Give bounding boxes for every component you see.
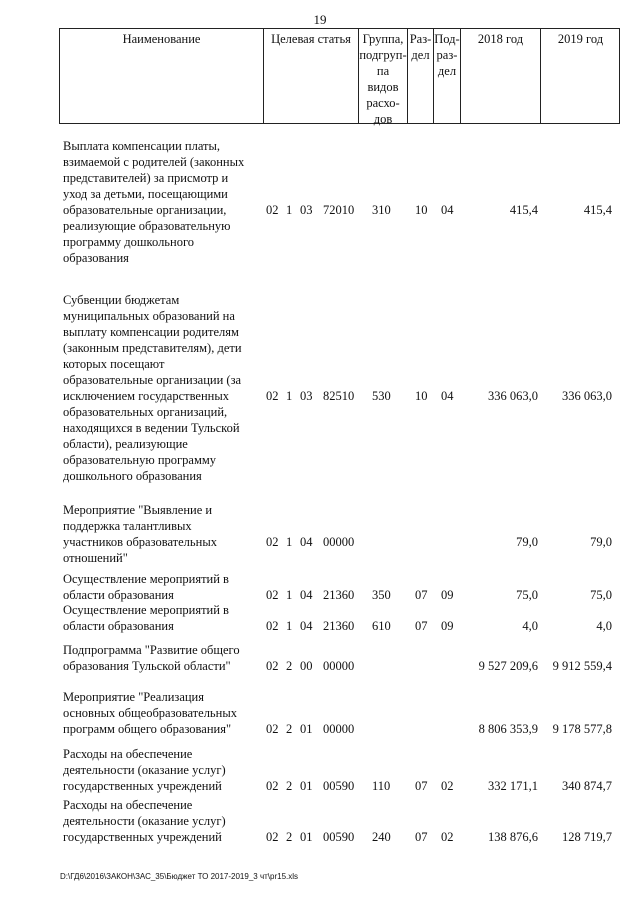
target-article-part1: 02: [266, 588, 279, 602]
row-name: Осуществление мероприятий в области образования: [63, 572, 229, 602]
amount-2018: 9 527 209,6: [478, 659, 538, 673]
subsection-code: 04: [441, 203, 454, 217]
header-2019: 2019 год: [540, 29, 620, 123]
section-code: 07: [415, 619, 428, 633]
target-article-part2: 2: [286, 830, 293, 844]
target-article-part3: 04: [300, 588, 313, 602]
page-number: 19: [313, 12, 327, 27]
expense-group: 310: [372, 203, 391, 217]
row-name: Осуществление мероприятий в области образования: [63, 603, 229, 633]
amount-2019: 340 874,7: [562, 779, 612, 793]
header-section: Раз- дел: [407, 29, 433, 123]
target-article-part4: 00000: [323, 535, 355, 549]
amount-2018: 332 171,1: [488, 779, 538, 793]
section-code: 07: [415, 588, 428, 602]
target-article-part3: 03: [300, 203, 313, 217]
subsection-code: 04: [441, 389, 454, 403]
section-code: 07: [415, 830, 428, 844]
amount-2019: 415,4: [583, 203, 612, 217]
header-group: Группа, подгруп- па видов расхо- дов: [358, 29, 407, 123]
target-article-part4: 00000: [323, 659, 355, 673]
target-article-part3: 03: [300, 389, 313, 403]
expense-group: 110: [372, 779, 391, 793]
amount-2018: 4,0: [522, 619, 538, 633]
target-article-part1: 02: [266, 659, 279, 673]
expense-group: 610: [372, 619, 391, 633]
target-article-part2: 2: [286, 722, 293, 736]
amount-2018: 79,0: [516, 535, 538, 549]
target-article-part4: 00590: [323, 779, 355, 793]
section-code: 10: [415, 203, 428, 217]
subsection-code: 09: [441, 588, 454, 602]
target-article-part1: 02: [266, 535, 279, 549]
expense-group: 530: [372, 389, 391, 403]
amount-2018: 336 063,0: [488, 389, 538, 403]
target-article-part1: 02: [266, 389, 279, 403]
subsection-code: 02: [441, 779, 454, 793]
target-article-part1: 02: [266, 619, 279, 633]
amount-2018: 138 876,6: [488, 830, 538, 844]
amount-2018: 8 806 353,9: [478, 722, 538, 736]
row-name: Расходы на обеспечение деятельности (оказание услуг) государственных учреждений: [63, 798, 226, 844]
target-article-part4: 21360: [323, 588, 355, 602]
amount-2019: 75,0: [590, 588, 612, 602]
amount-2018: 75,0: [516, 588, 538, 602]
header-target: Целевая статья: [263, 29, 358, 123]
row-name: Мероприятие "Выявление и поддержка талантливых участников образовательных отношений": [63, 503, 217, 565]
target-article-part3: 01: [300, 830, 313, 844]
target-article-part2: 1: [286, 203, 293, 217]
header-2018: 2018 год: [460, 29, 540, 123]
header-name: Наименование: [122, 32, 201, 46]
amount-2019: 79,0: [590, 535, 612, 549]
amount-2019: 9 912 559,4: [552, 659, 612, 673]
row-name: Подпрограмма "Развитие общего образования Тульской области": [63, 643, 240, 673]
expense-group: 240: [372, 830, 391, 844]
target-article-part4: 00000: [323, 722, 355, 736]
section-code: 10: [415, 389, 428, 403]
target-article-part2: 1: [286, 588, 293, 602]
target-article-part3: 01: [300, 779, 313, 793]
table-header: [59, 28, 620, 124]
amount-2018: 415,4: [509, 203, 538, 217]
amount-2019: 128 719,7: [562, 830, 612, 844]
header-subsection: Под- раз- дел: [433, 29, 460, 123]
target-article-part1: 02: [266, 203, 279, 217]
row-name: Мероприятие "Реализация основных общеобразовательных программ общего образования": [63, 690, 237, 736]
row-name: Субвенции бюджетам муниципальных образований на выплату компенсации родителям (законным представителям), дети которых посещают образовательные организации (за исключением государственных образовательных организаций, находящихся в ведении Тульской области), реализующие образовательную программу дошкольного образования: [63, 293, 242, 483]
target-article-part3: 01: [300, 722, 313, 736]
amount-2019: 9 178 577,8: [552, 722, 612, 736]
amount-2019: 4,0: [596, 619, 612, 633]
file-path-footer: D:\ГД6\2016\ЗАКОН\ЗАС_35\Бюджет ТО 2017-2019_3 чт\pr15.xls: [60, 872, 299, 881]
subsection-code: 02: [441, 830, 454, 844]
target-article-part3: 04: [300, 535, 313, 549]
target-article-part4: 21360: [323, 619, 355, 633]
target-article-part2: 2: [286, 779, 293, 793]
target-article-part2: 1: [286, 619, 293, 633]
expense-group: 350: [372, 588, 391, 602]
target-article-part1: 02: [266, 722, 279, 736]
target-article-part4: 00590: [323, 830, 355, 844]
target-article-part1: 02: [266, 779, 279, 793]
target-article-part3: 04: [300, 619, 313, 633]
amount-2019: 336 063,0: [562, 389, 612, 403]
target-article-part4: 72010: [323, 203, 355, 217]
target-article-part3: 00: [300, 659, 313, 673]
row-name: Расходы на обеспечение деятельности (оказание услуг) государственных учреждений: [63, 747, 226, 793]
target-article-part4: 82510: [323, 389, 355, 403]
subsection-code: 09: [441, 619, 454, 633]
target-article-part2: 2: [286, 659, 293, 673]
target-article-part2: 1: [286, 535, 293, 549]
target-article-part2: 1: [286, 389, 293, 403]
row-name: Выплата компенсации платы, взимаемой с родителей (законных представителей) за присмотр и уход за детьми, посещающими образовательные организации, реализующие образовательную программу дошкольного образования: [63, 139, 245, 265]
target-article-part1: 02: [266, 830, 279, 844]
section-code: 07: [415, 779, 428, 793]
